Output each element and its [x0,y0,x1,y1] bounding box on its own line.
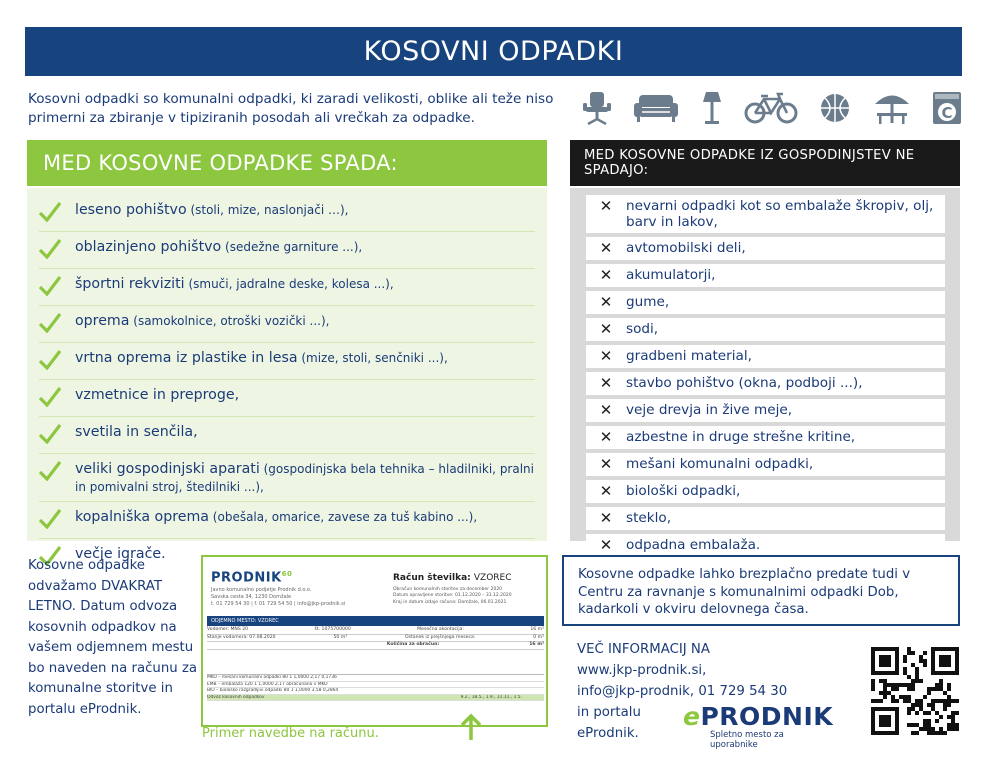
table-row: Odvoz kosovnih odpadkov 9.2., 18.5., 1.9., 11.11., 1.5. [207,695,544,702]
svg-text:C: C [941,104,953,122]
info-box: Kosovne odpadke lahko brezplačno predate tudi v Centru za ravnanje s komunalnimi odpadki Dob, kadarkoli v okviru delovnega časa. [562,555,960,626]
invoice-title: Račun številka: VZOREC [393,573,512,583]
list-item [39,195,535,232]
list-item [39,380,535,417]
item-detail: (smuči, jadralne deske, kolesa ...), [184,277,394,291]
item-text: azbestne in druge strešne kritine, [626,429,856,445]
lamp-icon [701,91,723,125]
included-list [27,188,547,562]
item-text: veje drevja in žive meje, [626,402,793,418]
cross-icon: ✕ [599,428,613,446]
list-item [586,318,945,341]
item-detail: (mize, stoli, senčniki ...), [297,351,448,365]
excluded-list [570,188,960,554]
item-main: kopalniška oprema [75,509,209,525]
item-tail: , [234,387,240,403]
item-text: odpadna embalaža. [626,537,761,553]
check-icon [39,275,75,300]
check-icon [39,386,75,411]
list-item [39,269,535,306]
garden-umbrella-icon [873,91,911,125]
list-item [39,306,535,343]
item-text: stavbo pohištvo (okna, podboji ...), [626,375,863,391]
list-item [586,237,945,260]
cross-icon: ✕ [599,266,613,284]
invoice-caption: Primer navedbe na računu. [202,726,379,741]
list-item [586,453,945,476]
list-item [39,454,535,502]
bicycle-icon [744,92,798,124]
item-detail: (samokolnice, otroški vozički ...), [129,314,330,328]
item-text: gradbeni material, [626,348,752,364]
list-item [39,417,535,454]
chair-icon [582,91,612,125]
item-main: svetila in senčila [75,424,194,440]
list-item [586,480,945,503]
item-main: večje igrače [75,546,162,562]
page-title: KOSOVNI ODPADKI [25,27,962,76]
qr-code[interactable] [871,647,959,735]
table-row: EMB – embalaža 120 1 1,0000 2,17 obračunano v MKO [207,682,544,689]
item-main: vrtna oprema iz plastike in lesa [75,350,298,366]
item-detail: (sedežne garniture ...), [221,240,363,254]
item-detail: (gospodinjska bela tehnika – hladilniki, pralni in pomivalni stroj, štedilniki ...), [75,462,534,494]
invoice-meta: Obračun komunalnih storitev za december 2020 Datum opravljene storitve: 01.12.2020 – 31.12.2020 Kraj in datum izdaje računa: Domžale, 06.01.2021 [393,587,512,605]
excluded-heading: MED KOSOVNE ODPADKE IZ GOSPODINJSTEV NE SPADAJO: [570,140,960,186]
icon-row [582,90,962,126]
check-icon [39,508,75,533]
list-item [586,399,945,422]
website-link[interactable]: www.jkp-prodnik.si, [577,663,707,678]
check-icon [39,312,75,337]
item-text: nevarni odpadki kot so embalaže škropiv, olj, barv in lakov, [626,198,934,230]
cross-icon: ✕ [599,293,613,311]
list-item [586,426,945,449]
cross-icon: ✕ [599,482,613,500]
more-info: VEČ INFORMACIJ NA www.jkp-prodnik.si, info@jkp-prodnik, 01 729 54 30 in portalu eProdnik. [577,639,857,744]
item-tail: . [161,546,166,562]
invoice-band: ODJEMNO MESTO: VZOREC [207,616,544,626]
washing-machine-icon [932,91,962,125]
item-main: leseno pohištvo [75,202,187,218]
item-tail: , [193,424,198,440]
invoice-company: Javno komunalno podjetje Prodnik d.o.o. Savska cesta 34, 1230 Domžale t. 01 729 54 30 | f. 01 729 54 50 | info@jkp-prodnik.si [211,587,346,607]
item-text: biološki odpadki, [626,483,741,499]
cross-icon: ✕ [599,536,613,554]
item-main: športni rekviziti [75,276,185,292]
list-item [586,345,945,368]
item-main: oprema [75,313,130,329]
list-item [586,291,945,314]
list-item [39,343,535,380]
item-text: sodi, [626,321,659,337]
intro-text: Kosovni odpadki so komunalni odpadki, ki zaradi velikosti, oblike ali teže niso primerni za zbiranje v tipiziranih posodah ali vrečkah za odpadke. [28,91,554,126]
check-icon [39,201,75,226]
cross-icon: ✕ [599,374,613,392]
cross-icon: ✕ [599,455,613,473]
item-detail: (obešala, omarice, zavese za tuš kabino ...), [208,510,478,524]
list-item [586,534,945,557]
included-heading: MED KOSOVNE ODPADKE SPADA: [27,140,547,186]
invoice-logo: PRODNIK$^{60}$ [211,570,293,586]
check-icon [39,349,75,374]
eprodnik-logo: ePRODNIK Spletno mesto za uporabnike [683,702,834,750]
item-text: steklo, [626,510,672,526]
item-text: gume, [626,294,670,310]
collection-note: Kosovne odpadke odvažamo DVAKRAT LETNO. Datum odvoza kosovnih odpadkov na vašem odjemnem mestu bo naveden na računu za komunalne storitve in portalu eProdnik. [28,558,198,717]
item-text: mešani komunalni odpadki, [626,456,814,472]
list-item [39,502,535,539]
item-detail: (stoli, mize, naslonjači …), [186,203,349,217]
check-icon [39,460,75,485]
item-text: avtomobilski deli, [626,240,746,256]
cross-icon: ✕ [599,401,613,419]
check-icon [39,238,75,263]
cross-icon: ✕ [599,320,613,338]
list-item [39,232,535,269]
contact-line[interactable]: info@jkp-prodnik, 01 729 54 30 [577,684,788,699]
cross-icon: ✕ [599,239,613,257]
table-row: MKO – mešani komunalni odpadki 80 1 1,0000 2,17 0,1736 [207,675,544,682]
arrow-up-icon [459,713,483,741]
invoice-lines: Vodomer: MNS 20 št. 1075700000 Mesečna akontacija: 16 m³ Stanje vodomera: 07.08.2020 50 m³ Ostanek iz prejšnjega meseca: 0 m³ Količina za obračun: 16 m³ [207,627,544,650]
check-icon [39,423,75,448]
list-item [586,372,945,395]
invoice-sample [201,555,548,727]
cross-icon: ✕ [599,347,613,365]
sofa-icon [633,93,679,123]
invoice-table [207,645,544,705]
list-item [586,264,945,287]
table-row: BIO – biološko razgradljivi odpadki 80 1 1,0000 3,58 0,2864 [207,688,544,695]
cross-icon: ✕ [599,509,613,527]
item-main: oblazinjeno pohištvo [75,239,222,255]
ball-icon [819,92,851,124]
item-text: akumulatorji, [626,267,716,283]
list-item [586,195,945,233]
cross-icon: ✕ [599,197,613,215]
list-item [586,507,945,530]
item-main: veliki gospodinjski aparati [75,461,260,477]
more-info-heading: VEČ INFORMACIJ NA [577,642,710,657]
item-main: vzmetnice in preproge [75,387,235,403]
